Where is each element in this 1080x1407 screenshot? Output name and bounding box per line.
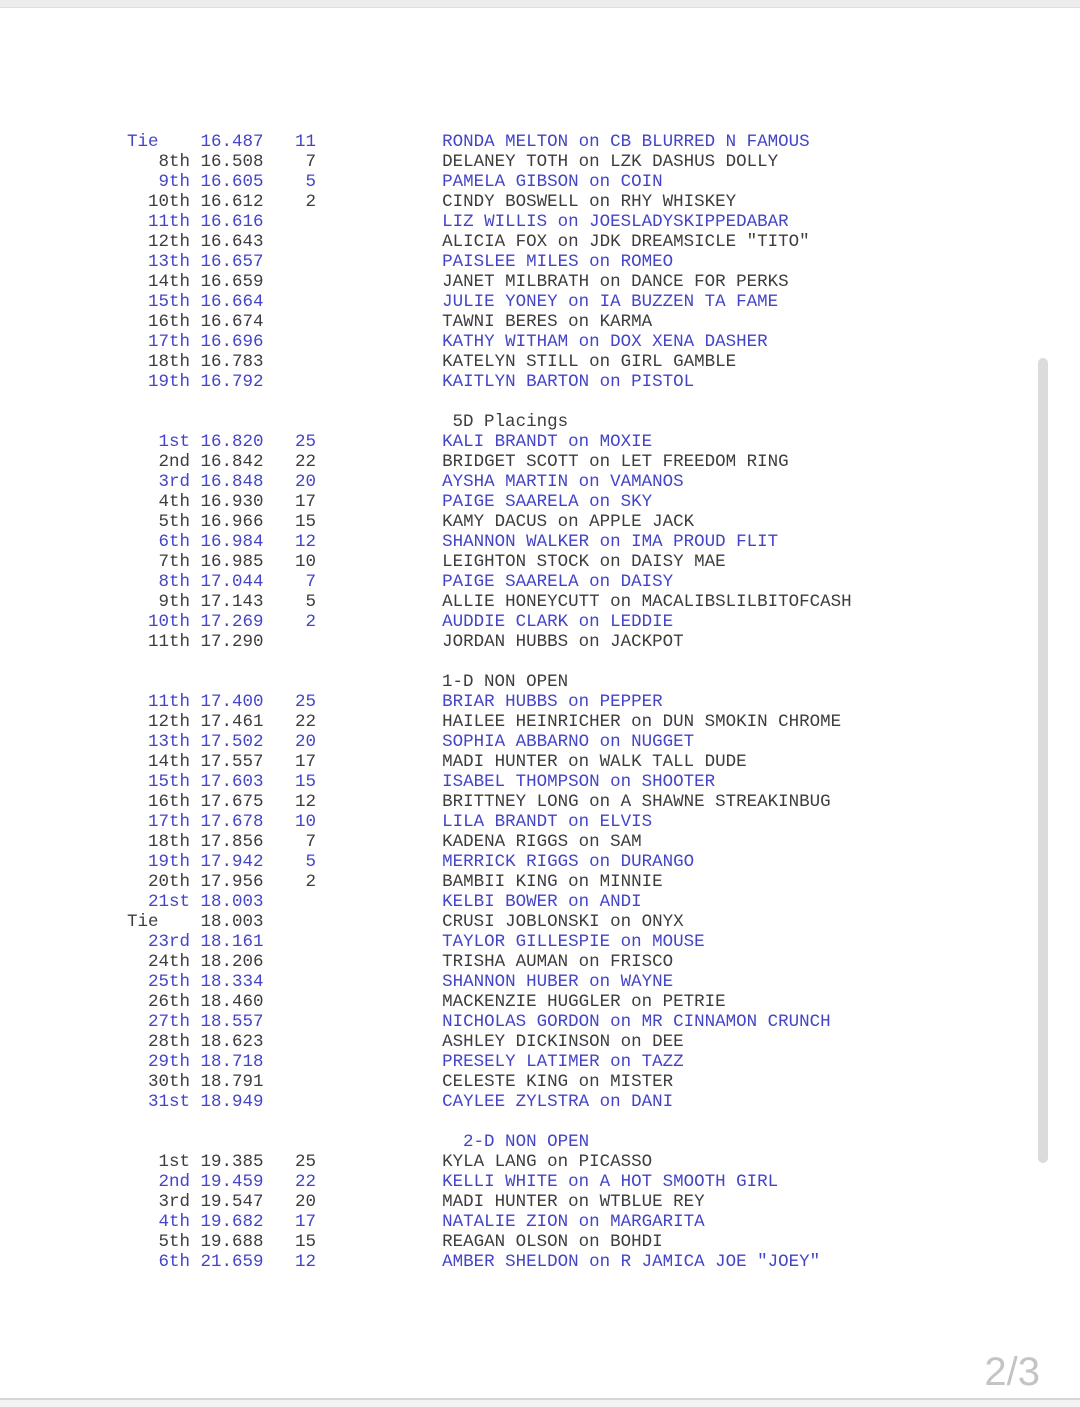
row-place-time-points: 27th 18.557 (127, 1012, 443, 1032)
row-place-time-points: 30th 18.791 (127, 1072, 443, 1092)
row-rider-horse: KALI BRANDT on MOXIE (442, 432, 653, 452)
blank-line (127, 1112, 852, 1132)
bottom-strip (0, 1400, 1080, 1407)
row-rider-horse: RONDA MELTON on CB BLURRED N FAMOUS (442, 132, 810, 152)
row-place-time-points: 15th 16.664 (127, 292, 443, 312)
row-place-time-points: 3rd 16.848 20 (127, 472, 443, 492)
result-row (127, 1152, 852, 1172)
row-rider-horse: CAYLEE ZYLSTRA on DANI (442, 1092, 674, 1112)
row-place-time-points: 17th 16.696 (127, 332, 443, 352)
row-place-time-points: 26th 18.460 (127, 992, 443, 1012)
row-rider-horse: KAITLYN BARTON on PISTOL (442, 372, 695, 392)
result-row (127, 632, 852, 652)
result-row (127, 952, 852, 972)
row-rider-horse: LEIGHTON STOCK on DAISY MAE (442, 552, 726, 572)
row-rider-horse: KELBI BOWER on ANDI (442, 892, 642, 912)
results-text (127, 132, 852, 1272)
result-row (127, 272, 852, 292)
row-rider-horse: MADI HUNTER on WALK TALL DUDE (442, 752, 747, 772)
result-row (127, 132, 852, 152)
row-rider-horse: ALICIA FOX on JDK DREAMSICLE "TITO" (442, 232, 810, 252)
row-place-time-points: 1st 19.385 25 (127, 1152, 443, 1172)
row-place-time-points: 10th 17.269 2 (127, 612, 443, 632)
row-place-time-points: 9th 17.143 5 (127, 592, 443, 612)
result-row (127, 1032, 852, 1052)
result-row (127, 192, 852, 212)
row-rider-horse: SHANNON HUBER on WAYNE (442, 972, 674, 992)
row-place-time-points: 18th 16.783 (127, 352, 443, 372)
row-place-time-points: 13th 16.657 (127, 252, 443, 272)
page-indicator: 2/3 (984, 1350, 1040, 1394)
row-place-time-points: 25th 18.334 (127, 972, 443, 992)
row-place-time-points: 11th 17.290 (127, 632, 443, 652)
row-place-time-points: 28th 18.623 (127, 1032, 443, 1052)
row-rider-horse: KAMY DACUS on APPLE JACK (442, 512, 695, 532)
row-place-time-points: 11th 17.400 25 (127, 692, 443, 712)
row-place-time-points: 18th 17.856 7 (127, 832, 443, 852)
row-place-time-points: 6th 21.659 12 (127, 1252, 443, 1272)
row-place-time-points: 12th 17.461 22 (127, 712, 443, 732)
row-place-time-points: 12th 16.643 (127, 232, 443, 252)
result-row (127, 1192, 852, 1212)
result-row (127, 772, 852, 792)
result-row (127, 552, 852, 572)
row-rider-horse: BRITTNEY LONG on A SHAWNE STREAKINBUG (442, 792, 831, 812)
result-row (127, 1252, 852, 1272)
row-rider-horse: ISABEL THOMPSON on SHOOTER (442, 772, 716, 792)
row-rider-horse: MERRICK RIGGS on DURANGO (442, 852, 695, 872)
result-row (127, 932, 852, 952)
row-rider-horse: PAIGE SAARELA on DAISY (442, 572, 674, 592)
row-rider-horse: AUDDIE CLARK on LEDDIE (442, 612, 674, 632)
result-row (127, 352, 852, 372)
row-place-time-points: 15th 17.603 15 (127, 772, 443, 792)
row-rider-horse: BAMBII KING on MINNIE (442, 872, 663, 892)
result-row (127, 252, 852, 272)
row-rider-horse: CRUSI JOBLONSKI on ONYX (442, 912, 684, 932)
row-place-time-points: 10th 16.612 2 (127, 192, 443, 212)
row-rider-horse: JULIE YONEY on IA BUZZEN TA FAME (442, 292, 779, 312)
result-row (127, 452, 852, 472)
row-place-time-points: 6th 16.984 12 (127, 532, 443, 552)
result-row (127, 1052, 852, 1072)
row-place-time-points: 3rd 19.547 20 (127, 1192, 443, 1212)
row-rider-horse: PAISLEE MILES on ROMEO (442, 252, 674, 272)
result-row (127, 872, 852, 892)
row-rider-horse: TRISHA AUMAN on FRISCO (442, 952, 674, 972)
row-place-time-points: Tie 18.003 (127, 912, 443, 932)
result-row (127, 1012, 852, 1032)
row-rider-horse: TAWNI BERES on KARMA (442, 312, 653, 332)
row-place-time-points: 5th 19.688 15 (127, 1232, 443, 1252)
row-rider-horse: KATHY WITHAM on DOX XENA DASHER (442, 332, 768, 352)
row-place-time-points: 20th 17.956 2 (127, 872, 443, 892)
section-header: 2-D NON OPEN (127, 1132, 590, 1152)
row-place-time-points: 8th 17.044 7 (127, 572, 443, 592)
row-rider-horse: KYLA LANG on PICASSO (442, 1152, 653, 1172)
row-rider-horse: ALLIE HONEYCUTT on MACALIBSLILBITOFCASH (442, 592, 852, 612)
row-rider-horse: SHANNON WALKER on IMA PROUD FLIT (442, 532, 779, 552)
row-rider-horse: PAMELA GIBSON on COIN (442, 172, 663, 192)
top-divider (0, 0, 1080, 8)
row-place-time-points: 24th 18.206 (127, 952, 443, 972)
row-rider-horse: NATALIE ZION on MARGARITA (442, 1212, 705, 1232)
result-row (127, 792, 852, 812)
blank-line (127, 392, 852, 412)
row-place-time-points: 17th 17.678 10 (127, 812, 443, 832)
row-rider-horse: KELLI WHITE on A HOT SMOOTH GIRL (442, 1172, 779, 1192)
row-place-time-points: 29th 18.718 (127, 1052, 443, 1072)
row-rider-horse: BRIDGET SCOTT on LET FREEDOM RING (442, 452, 789, 472)
row-place-time-points: 23rd 18.161 (127, 932, 443, 952)
result-row (127, 1212, 852, 1232)
result-row (127, 812, 852, 832)
row-rider-horse: REAGAN OLSON on BOHDI (442, 1232, 663, 1252)
row-place-time-points: 5th 16.966 15 (127, 512, 443, 532)
row-rider-horse: LILA BRANDT on ELVIS (442, 812, 653, 832)
result-row (127, 472, 852, 492)
row-rider-horse: NICHOLAS GORDON on MR CINNAMON CRUNCH (442, 1012, 831, 1032)
section-header: 5D Placings (127, 412, 569, 432)
result-row (127, 1072, 852, 1092)
row-place-time-points: 2nd 19.459 22 (127, 1172, 443, 1192)
row-rider-horse: ASHLEY DICKINSON on DEE (442, 1032, 684, 1052)
result-row (127, 1092, 852, 1112)
row-rider-horse: BRIAR HUBBS on PEPPER (442, 692, 663, 712)
result-row (127, 172, 852, 192)
result-row (127, 332, 852, 352)
result-row (127, 912, 852, 932)
row-rider-horse: SOPHIA ABBARNO on NUGGET (442, 732, 695, 752)
row-place-time-points: Tie 16.487 11 (127, 132, 443, 152)
row-place-time-points: 16th 16.674 (127, 312, 443, 332)
result-row (127, 152, 852, 172)
result-row (127, 532, 852, 552)
result-row (127, 992, 852, 1012)
row-rider-horse: AMBER SHELDON on R JAMICA JOE "JOEY" (442, 1252, 821, 1272)
result-row (127, 592, 852, 612)
row-rider-horse: MADI HUNTER on WTBLUE REY (442, 1192, 705, 1212)
row-place-time-points: 31st 18.949 (127, 1092, 443, 1112)
result-row (127, 612, 852, 632)
row-rider-horse: HAILEE HEINRICHER on DUN SMOKIN CHROME (442, 712, 842, 732)
row-place-time-points: 9th 16.605 5 (127, 172, 443, 192)
row-place-time-points: 19th 16.792 (127, 372, 443, 392)
result-row (127, 312, 852, 332)
row-place-time-points: 8th 16.508 7 (127, 152, 443, 172)
result-row (127, 712, 852, 732)
result-row (127, 492, 852, 512)
row-place-time-points: 1st 16.820 25 (127, 432, 443, 452)
row-place-time-points: 2nd 16.842 22 (127, 452, 443, 472)
section-header: 1-D NON OPEN (127, 672, 569, 692)
result-row (127, 1232, 852, 1252)
result-row (127, 572, 852, 592)
result-row (127, 432, 852, 452)
row-place-time-points: 4th 19.682 17 (127, 1212, 443, 1232)
row-place-time-points: 21st 18.003 (127, 892, 443, 912)
row-rider-horse: PRESELY LATIMER on TAZZ (442, 1052, 684, 1072)
row-rider-horse: CINDY BOSWELL on RHY WHISKEY (442, 192, 737, 212)
row-rider-horse: DELANEY TOTH on LZK DASHUS DOLLY (442, 152, 779, 172)
result-row (127, 1172, 852, 1192)
result-row (127, 232, 852, 252)
row-rider-horse: AYSHA MARTIN on VAMANOS (442, 472, 684, 492)
scrollbar-thumb[interactable] (1038, 358, 1048, 1163)
row-rider-horse: PAIGE SAARELA on SKY (442, 492, 653, 512)
row-rider-horse: LIZ WILLIS on JOESLADYSKIPPEDABAR (442, 212, 789, 232)
result-row (127, 692, 852, 712)
result-row (127, 852, 852, 872)
result-row (127, 512, 852, 532)
row-place-time-points: 11th 16.616 (127, 212, 443, 232)
row-place-time-points: 7th 16.985 10 (127, 552, 443, 572)
row-rider-horse: KATELYN STILL on GIRL GAMBLE (442, 352, 737, 372)
row-rider-horse: MACKENZIE HUGGLER on PETRIE (442, 992, 726, 1012)
result-row (127, 972, 852, 992)
row-place-time-points: 16th 17.675 12 (127, 792, 443, 812)
row-rider-horse: JANET MILBRATH on DANCE FOR PERKS (442, 272, 789, 292)
result-row (127, 892, 852, 912)
row-rider-horse: KADENA RIGGS on SAM (442, 832, 642, 852)
result-row (127, 832, 852, 852)
result-row (127, 372, 852, 392)
row-place-time-points: 14th 16.659 (127, 272, 443, 292)
row-rider-horse: TAYLOR GILLESPIE on MOUSE (442, 932, 705, 952)
row-place-time-points: 13th 17.502 20 (127, 732, 443, 752)
result-row (127, 292, 852, 312)
result-row (127, 212, 852, 232)
row-rider-horse: JORDAN HUBBS on JACKPOT (442, 632, 684, 652)
result-row (127, 732, 852, 752)
row-place-time-points: 19th 17.942 5 (127, 852, 443, 872)
blank-line (127, 652, 852, 672)
result-row (127, 752, 852, 772)
row-rider-horse: CELESTE KING on MISTER (442, 1072, 674, 1092)
row-place-time-points: 4th 16.930 17 (127, 492, 443, 512)
row-place-time-points: 14th 17.557 17 (127, 752, 443, 772)
